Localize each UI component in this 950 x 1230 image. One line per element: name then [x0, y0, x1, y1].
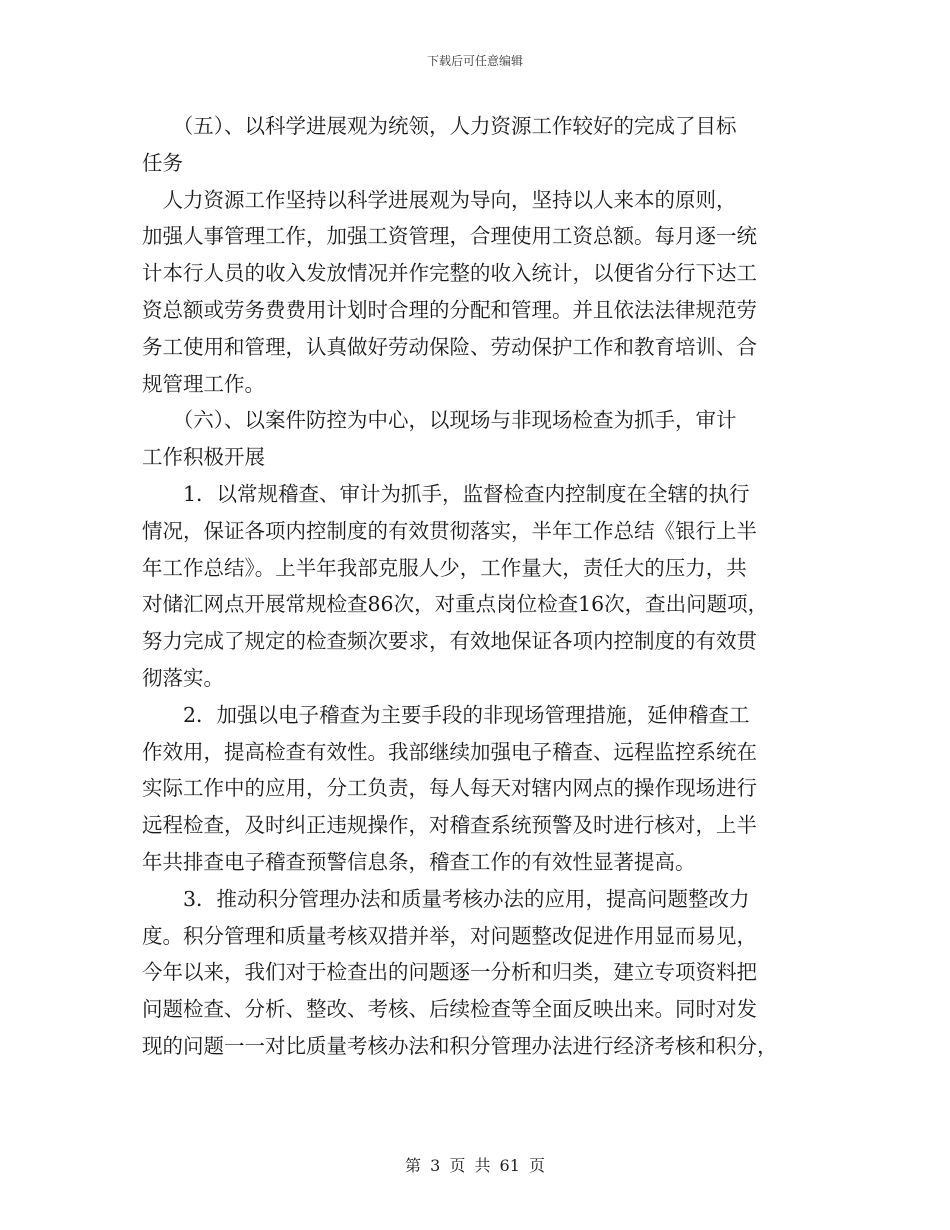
text-line: 现的问题一一对比质量考核办法和积分管理办法进行经济考核和积分，: [142, 1033, 778, 1058]
text-line: （五）、以科学进展观为统领，人力资源工作较好的完成了目标: [142, 114, 737, 138]
text-line: 作效用，提高检查有效性。我部继续加强电子稽查、远程监控系统在: [142, 739, 757, 764]
text-line: 工作积极开展: [142, 445, 265, 470]
header-note: 下载后可任意编辑: [426, 54, 523, 68]
document-body: [142, 108, 807, 1065]
text-line: 3．推动积分管理办法和质量考核办法的应用，提高问题整改力: [142, 886, 750, 911]
text-line: 情况，保证各项内控制度的有效贯彻落实，半年工作总结《银行上半: [142, 518, 757, 543]
text-line: 度。积分管理和质量考核双措并举，对问题整改促进作用显而易见，: [142, 923, 757, 948]
text-line: 年工作总结》。上半年我部克服人少，工作量大，责任大的压力，共: [142, 555, 747, 580]
text-line: （六）、以案件防控为中心，以现场与非现场检查为抓手，审计: [142, 408, 737, 433]
text-line: 努力完成了规定的检查频次要求，有效地保证各项内控制度的有效贯: [142, 629, 757, 654]
text-line: 实际工作中的应用，分工负责，每人每天对辖内网点的操作现场进行: [142, 776, 757, 801]
text-line: 任务: [142, 150, 183, 175]
text-line: 人力资源工作坚持以科学进展观为导向，坚持以人来本的原则，: [142, 187, 737, 212]
text-line: 资总额或劳务费费用计划时合理的分配和管理。并且依法法律规范劳: [142, 297, 757, 322]
text-line: 务工使用和管理，认真做好劳动保险、劳动保护工作和教育培训、合: [142, 334, 757, 359]
text-line: 彻落实。: [142, 665, 224, 690]
text-line: 年共排查电子稽查预警信息条，稽查工作的有效性显著提高。: [142, 849, 696, 874]
text-line: 规管理工作。: [142, 371, 265, 396]
text-line: 今年以来，我们对于检查出的问题逐一分析和归类，建立专项资料把: [142, 960, 757, 985]
text-line: 对储汇网点开展常规检查86次，对重点岗位检查16次，查出问题项，: [142, 592, 769, 617]
text-line: 2．加强以电子稽查为主要手段的非现场管理措施，延伸稽查工: [142, 702, 750, 727]
text-line: 远程检查，及时纠正违规操作，对稽查系统预警及时进行核对，上半: [142, 813, 757, 838]
text-line: 问题检查、分析、整改、考核、后续检查等全面反映出来。同时对发: [142, 997, 757, 1022]
text-line: 加强人事管理工作，加强工资管理，合理使用工资总额。每月逐一统: [142, 224, 757, 249]
page-number: 第 3 页 共 61 页: [405, 1156, 545, 1175]
text-line: 计本行人员的收入发放情况并作完整的收入统计，以便省分行下达工: [142, 261, 757, 286]
text-line: 1．以常规稽查、审计为抓手，监督检查内控制度在全辖的执行: [142, 481, 750, 506]
